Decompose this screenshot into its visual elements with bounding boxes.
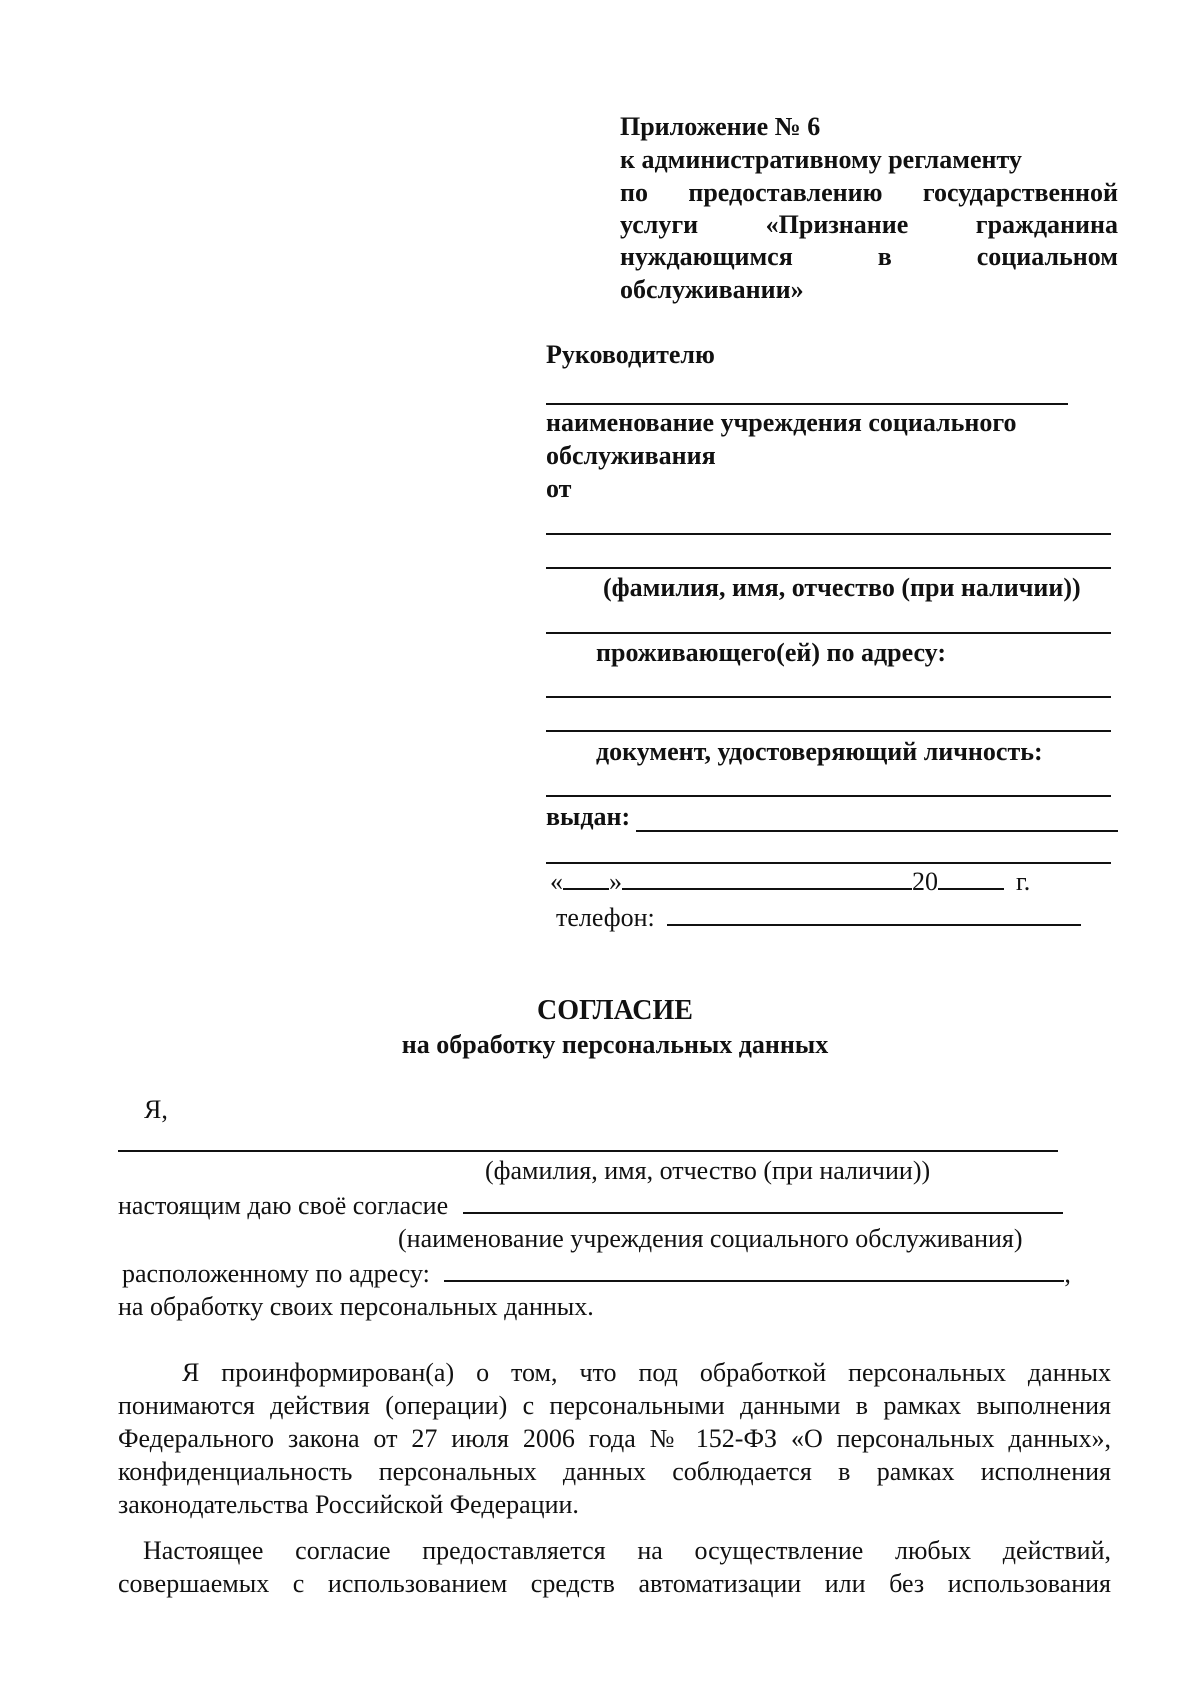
address-blank — [444, 1258, 1064, 1282]
date-quote-close: » — [609, 867, 622, 896]
org-caption: обслуживания — [546, 441, 716, 470]
document-subtitle: на обработку персональных данных — [401, 1030, 829, 1059]
from-label: от — [546, 474, 572, 503]
i-label: Я, — [144, 1095, 168, 1124]
applicant-line — [546, 533, 1111, 535]
phone-blank — [667, 902, 1081, 926]
issued-label: выдан: — [546, 802, 631, 831]
paragraph-line: Настоящее согласие предоставляется на осуществление любых действий, — [143, 1536, 1111, 1565]
phone-label: телефон: — [556, 903, 655, 932]
address-line — [546, 696, 1111, 698]
date-quote-open: « — [550, 867, 563, 896]
year-suffix: г. — [1016, 867, 1031, 896]
paragraph-line: законодательства Российской Федерации. — [118, 1490, 579, 1519]
located-at-label: расположенному по адресу: — [122, 1259, 430, 1288]
appendix-line: услуги «Признание гражданина — [620, 210, 1118, 239]
document-title: СОГЛАСИЕ — [537, 995, 693, 1026]
paragraph-line: понимаются действия (операции) с персональными данными в рамках выполнения — [118, 1391, 1111, 1420]
consent-fio-line — [118, 1150, 1058, 1152]
issued-line — [636, 830, 1118, 832]
applicant-line — [546, 567, 1111, 569]
consent-fio-caption: (фамилия, имя, отчество (при наличии)) — [485, 1156, 931, 1185]
located-at-row — [122, 1258, 1071, 1289]
org-name-line — [546, 403, 1068, 405]
month-blank — [622, 866, 912, 890]
give-consent-row — [118, 1190, 1063, 1221]
processing-text: на обработку своих персональных данных. — [118, 1292, 594, 1321]
appendix-line: по предоставлению государственной — [620, 178, 1118, 207]
org-blank — [463, 1190, 1063, 1214]
year-prefix: 20 — [912, 867, 938, 896]
fio-caption: (фамилия, имя, отчество (при наличии)) — [603, 573, 1081, 602]
org-caption: наименование учреждения социального — [546, 408, 1017, 437]
paragraph-line: совершаемых с использованием средств автоматизации или без использования — [118, 1569, 1111, 1598]
appendix-line: обслуживании» — [620, 275, 804, 304]
address-line — [546, 730, 1111, 732]
address-line — [546, 632, 1111, 634]
address-comma: , — [1064, 1259, 1071, 1288]
issued-line — [546, 862, 1111, 864]
addressee-to: Руководителю — [546, 340, 715, 369]
appendix-line: нуждающимся в социальном — [620, 242, 1118, 271]
consent-org-caption: (наименование учреждения социального обслуживания) — [398, 1224, 1023, 1253]
issue-date-row — [550, 866, 1030, 897]
year-blank — [938, 866, 1004, 890]
phone-row — [556, 902, 1081, 933]
give-consent-label: настоящим даю своё согласие — [118, 1191, 449, 1220]
id-doc-caption: документ, удостоверяющий личность: — [596, 737, 1043, 766]
paragraph-line: Федерального закона от 27 июля 2006 года № 152-ФЗ «О персональных данных», — [118, 1424, 1111, 1453]
day-blank — [563, 866, 609, 890]
paragraph-line: конфиденциальность персональных данных соблюдается в рамках исполнения — [118, 1457, 1111, 1486]
appendix-line: к административному регламенту — [620, 145, 1022, 174]
address-caption: проживающего(ей) по адресу: — [596, 638, 946, 667]
paragraph-line: Я проинформирован(а) о том, что под обработкой персональных данных — [182, 1358, 1111, 1387]
appendix-title: Приложение № 6 — [620, 112, 821, 141]
id-doc-line — [546, 795, 1111, 797]
